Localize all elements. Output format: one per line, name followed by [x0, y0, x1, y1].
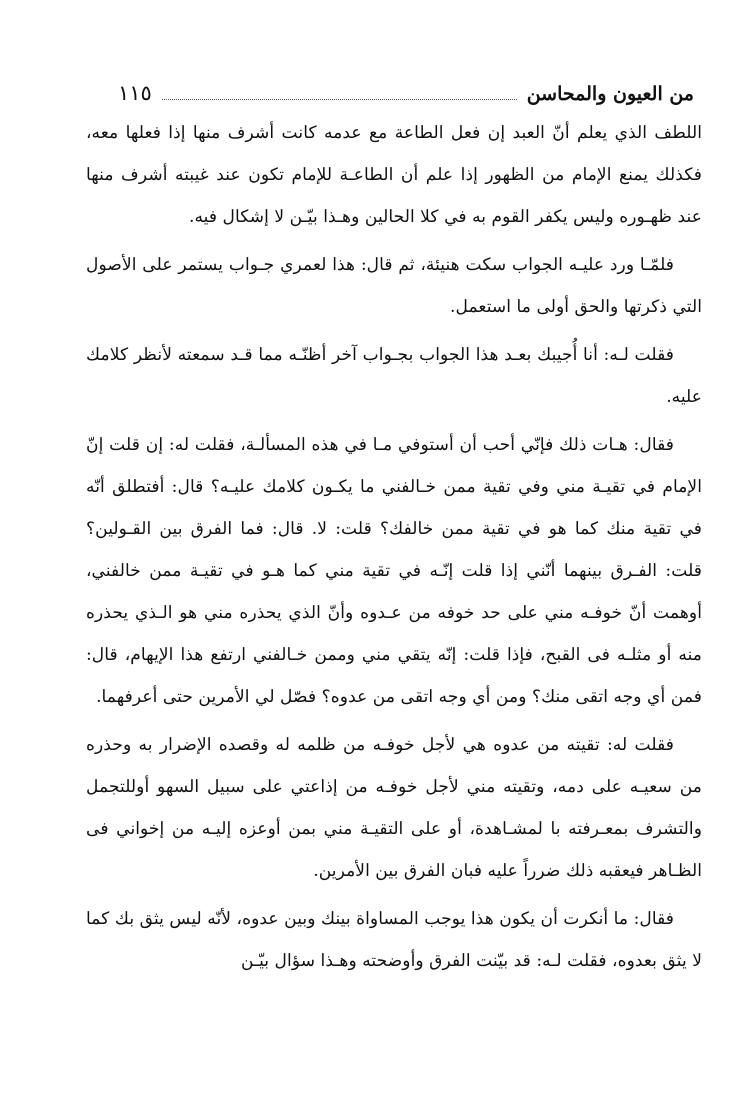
body-text — [86, 112, 702, 988]
page-header — [118, 72, 694, 104]
paragraph: فقال: ما أنكرت أن يكون هذا يوجب المساواة بينك وبين عدوه، لأنّه ليس يثق بك كما لا يثق بعدوه، فقلت لـه: قد بيّنت الفرق وأوضحته وهـذا سؤال بيّـن — [86, 909, 702, 971]
running-title: من العيون والمحاسن — [526, 83, 694, 105]
paragraph: فلمّـا ورد عليـه الجواب سكت هنيئة، ثم قال: هذا لعمري جـواب يستمر على الأصول التي ذكرتها والحق أولى ما استعمل. — [86, 255, 702, 317]
paragraph: فقال: هـات ذلك فإنّي أحب أن أستوفي مـا في هذه المسألـة، فقلت له: إن قلت إنّ الإمام في تقيـة مني وفي تقية ممن خـالفني ما يكـون كلامك عليـه؟ قال: أفتطلق أنّه في تقية منك كما هو في تقية ممن خالفك؟ قلت: لا. قال: فما الفرق بين القـولين؟ قلت: الفـرق بينهما أنّني إذا قلت إنّـه في تقية مني كما هـو في تقيـة ممن خالفني، أوهمت أنّ خوفـه مني على حد خوفه من عـدوه وأنّ الذي يحذره مني هو الـذي يحذره منه أو مثلـه فى القبح، فإذا قلت: إنّه يتقي مني وممن خـالفني ارتفع هذا الإيهام، قال: فمن أي وجه اتقى منك؟ ومن أي وجه اتقى من عدوه؟ فصّل لي الأمرين حتى أعرفهما. — [86, 435, 702, 707]
header-dotted-leader — [162, 98, 517, 100]
paragraph: اللطف الذي يعلم أنّ العبد إن فعل الطاعة مع عدمه كانت أشرف منها إذا فعلها معه، فكذلك يمنع الإمام من الظهور إذا علم أن الطاعـة للإمام تكون عند غيبته أشرف منها عند ظهـوره وليس يكفر القوم به في كلا الحالين وهـذا بيّـن لا إشكال فيه. — [86, 123, 702, 227]
paragraph: فقلت لـه: أنا أُجيبك بعـد هذا الجواب بجـواب آخر أظنّـه مما قـد سمعته لأنظر كلامك عليه. — [86, 345, 702, 407]
paragraph: فقلت له: تقيته من عدوه هي لأجل خوفـه من ظلمه له وقصده الإضرار به وحذره من سعيـه على دمه، وتقيته مني لأجل خوفـه من إذاعتي على سبيل السهو أوللتجمل والتشرف بمعـرفته با لمشـاهدة، أو على التقيـة مني بمن أوعزه إليـه من إخواني فى الظـاهر فيعقبه ذلك ضرراً عليه فبان الفرق بين الأمرين. — [86, 735, 702, 881]
page-number: ١١٥ — [118, 81, 152, 105]
